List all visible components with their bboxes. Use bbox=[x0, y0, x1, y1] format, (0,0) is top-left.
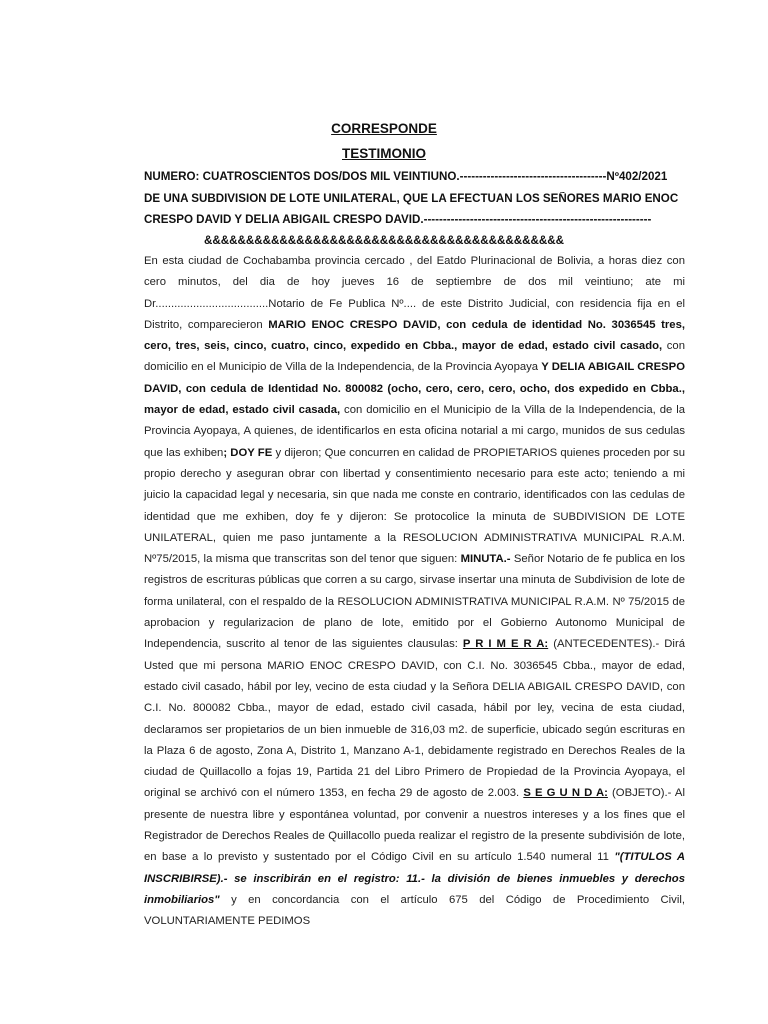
body-text: En esta ciudad de Cochabamba provincia cercado , del Eatdo Plurinacional de Bolivia, a horas diez con cero minutos, del dia de hoy jueves 16 de septiembre de dos mil veintiuno; ate mi Dr....................................Notario de Fe Publica Nº.... de este Distrito Judicial, con residencia fija en el Distrito, comparecieron bbox=[144, 255, 685, 331]
clause-primera: P R I M E R A: bbox=[462, 638, 549, 651]
heading-corresponde: CORRESPONDE bbox=[331, 121, 437, 136]
header-line-names: CRESPO DAVID Y DELIA ABIGAIL CRESPO DAVID.----------------------------------------------------------- bbox=[144, 213, 652, 226]
body-text: (ANTECEDENTES).- Dirá Usted que mi persona MARIO ENOC CRESPO DAVID, con C.I. No. 3036545 Cbba., mayor de edad, estado civil casado, hábil por ley, vecino de esta ciudad y la Señora DELIA ABIGAIL CRESPO DAVID, con C.I. No. 800082 Cbba., mayor de edad, estado civil casada, hábil por ley, vecina de esta ciudad, declaramos ser propietarios de un bien inmueble de 316,03 m2. de superficie, ubicado según escrituras en la Plaza 6 de agosto, Zona A, Distrito 1, Manzano A-1, debidamente registrado en Derechos Reales de la ciudad de Quillacollo a fojas 19, Partida 21 del Libro Primero de Propiedad de la Provincia Ayopaya, el original se archivó con el número 1353, en fecha 29 de agosto de 2.003. bbox=[144, 638, 685, 800]
header-line-number: NUMERO: CUATROSCIENTOS DOS/DOS MIL VEINTIUNO.--------------------------------------Nº402/2021 bbox=[144, 170, 668, 183]
clause-segunda: S E G U N D A: bbox=[523, 787, 608, 800]
ampersand-separator: &&&&&&&&&&&&&&&&&&&&&&&&&&&&&&&&&&&&&&&&&&& bbox=[203, 234, 565, 247]
body-bold-compareciente-2: Y DELIA ABIGAIL CRESPO DAVID, con cedula de Identidad No. 800082 (ocho, cero, cero, cero, ocho, dos expedido en Cbba., mayor de edad, estado civil casada, bbox=[144, 361, 685, 417]
body-bold-compareciente-1: MARIO ENOC CRESPO DAVID, con cedula de identidad No. 3036545 tres, cero, tres, seis, cinco, cuatro, cinco, expedido en Cbba., mayor de edad, estado civil casado, bbox=[144, 318, 685, 353]
body-bold-minuta: MINUTA.- bbox=[460, 553, 511, 566]
document-body bbox=[144, 251, 685, 933]
body-text: (OBJETO).- Al presente de nuestra libre y espontánea voluntad, por convenir a nuestros intereses y a los fines que el Registrador de Derechos Reales de Quillacollo pueda realizar el registro de la presente subdivisión de lote, en base a lo previsto y sustentado por el Código Civil en su artículo 1.540 numeral 11 bbox=[144, 787, 685, 864]
body-quote-titulos: "(TITULOS A INSCRIBIRSE).- se inscribirán en el registro: 11.- la división de bienes inmuebles y derechos inmobiliarios" bbox=[144, 851, 685, 906]
body-text: y en concordancia con el artículo 675 del Código de Procedimiento Civil, VOLUNTARIAMENTE PEDIMOS bbox=[144, 893, 685, 928]
heading-testimonio: TESTIMONIO bbox=[342, 146, 426, 161]
body-text: con domicilio en el Municipio de Villa de la Independencia, de la Provincia Ayopaya bbox=[144, 340, 686, 374]
body-bold-doy-fe: ; DOY FE bbox=[223, 446, 273, 459]
body-text: con domicilio en el Municipio de la Villa de la Independencia, de la Provincia Ayopaya, A quienes, de identificarlos en esta oficina notarial a mi cargo, munidos de sus cedulas que las exhiben bbox=[144, 404, 685, 459]
header-line-subject: DE UNA SUBDIVISION DE LOTE UNILATERAL, QUE LA EFECTUAN LOS SEÑORES MARIO ENOC bbox=[144, 192, 679, 205]
body-text: Señor Notario de fe publica en los registros de escrituras públicas que corren a su cargo, sirvase insertar una minuta de Subdivision de lote de forma unilateral, con el respaldo de la RESOLUCION ADMINISTRATIVA MUNICIPAL R.A.M. Nº 75/2015 de aprobacion y regularizacion de plano de lote, emitido por el Gobierno Autonomo Municipal de Independencia, suscrito al tenor de las siguientes clausulas: bbox=[144, 553, 686, 651]
body-text: y dijeron; Que concurren en calidad de PROPIETARIOS quienes proceden por su propio derecho y aseguran obrar con libertad y consentimiento necesario para este acto; teniendo a mi juicio la capacidad legal y necesaria, sin que nada me conste en contrario, identificados con las cedulas de identidad que me exhiben, doy fe y dijeron: Se protocolice la minuta de SUBDIVISION DE LOTE UNILATERAL, quien me paso juntamente a la RESOLUCION ADMINISTRATIVA MUNICIPAL R.A.M. Nº75/2015, la misma que transcritas son del tenor que siguen: bbox=[144, 446, 685, 566]
